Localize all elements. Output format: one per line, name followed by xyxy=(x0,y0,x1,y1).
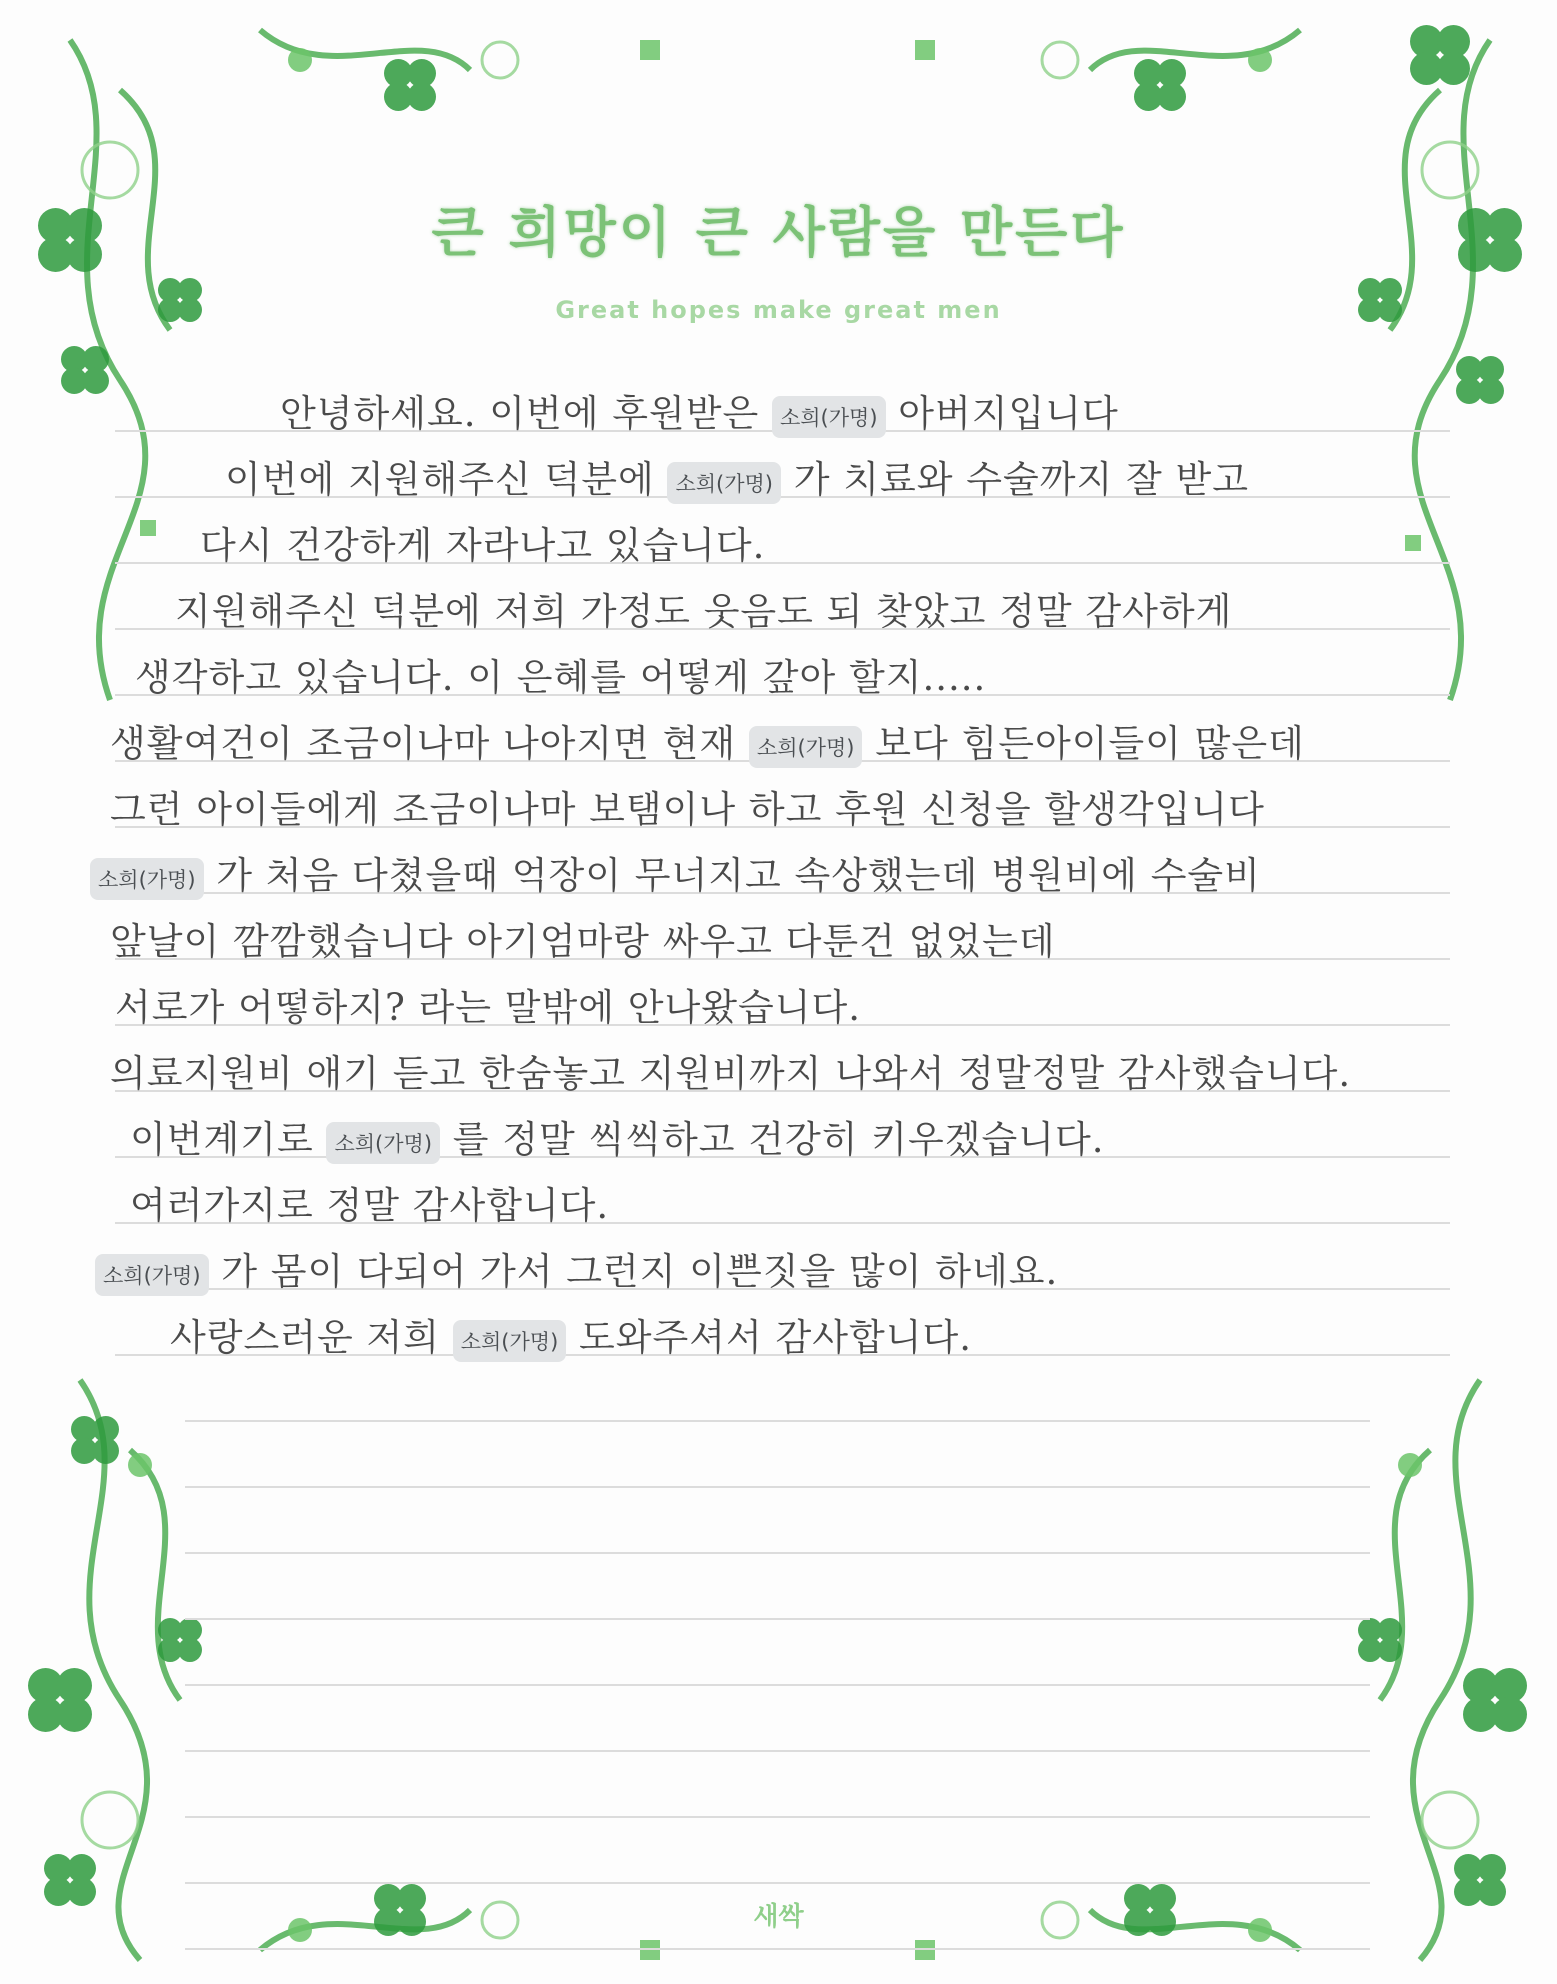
handwritten-text: 가 치료와 수술까지 잘 받고 xyxy=(793,458,1249,501)
letter-line xyxy=(115,977,861,1031)
handwritten-text: 아기엄마랑 싸우고 다툰건 없었는데 xyxy=(466,920,1056,963)
letter-line xyxy=(130,1109,1104,1164)
name-redaction: 소희(가명) xyxy=(90,858,204,900)
handwritten-text: 도와주셔서 감사합니다. xyxy=(579,1316,972,1359)
handwritten-text: 그런 아이들에게 조금이나마 보탬이나 하고 후원 신청을 할생각입니다 xyxy=(110,788,1265,831)
ruled-line xyxy=(185,1420,1370,1422)
handwritten-text: 사랑스러운 저희 xyxy=(170,1316,440,1359)
letter-line xyxy=(200,515,765,569)
letter-title: 큰 희망이 큰 사람을 만든다 xyxy=(431,201,1126,264)
handwritten-text: 보다 힘든아이들이 많은데 xyxy=(875,722,1305,765)
letter-subtitle: Great hopes make great men xyxy=(555,296,1002,324)
handwritten-text: 이번에 후원받은 xyxy=(489,392,760,435)
ruled-line xyxy=(185,1882,1370,1884)
ruled-line xyxy=(185,1948,1370,1950)
handwritten-text: 안녕하세요. xyxy=(280,392,477,435)
letter-line xyxy=(175,581,1232,635)
handwritten-text: 이번에 지원해주신 덕분에 xyxy=(225,458,655,501)
handwritten-text: 이번계기로 xyxy=(130,1118,314,1161)
letter-line xyxy=(225,449,1249,504)
letter-line xyxy=(280,383,1119,438)
ruled-line xyxy=(185,1750,1370,1752)
handwritten-text: 아버지입니다 xyxy=(898,392,1119,435)
letter-line xyxy=(170,1307,972,1362)
letter-line xyxy=(135,647,986,701)
handwritten-text: 의료지원비 애기 듣고 한숨놓고 지원비까지 나와서 정말정말 감사했습니다. xyxy=(110,1052,1352,1095)
name-redaction: 소희(가명) xyxy=(326,1122,440,1164)
ruled-line xyxy=(185,1486,1370,1488)
footer-mark: 새싹 xyxy=(753,1902,804,1932)
letter-line xyxy=(110,911,1056,965)
handwritten-text: 여러가지로 정말 감사합니다. xyxy=(130,1184,610,1227)
handwritten-text: 지원해주신 덕분에 저희 가정도 웃음도 되 찾았고 정말 감사하게 xyxy=(175,590,1233,633)
letter-line xyxy=(95,1241,1058,1296)
handwritten-text: 앞날이 깜깜했습니다 xyxy=(110,920,454,963)
name-redaction: 소희(가명) xyxy=(667,462,781,504)
handwritten-text: 다시 건강하게 자라나고 있습니다. xyxy=(200,524,766,567)
letter-line xyxy=(90,845,1261,900)
letter-line xyxy=(110,779,1265,833)
name-redaction: 소희(가명) xyxy=(453,1320,567,1362)
name-redaction: 소희(가명) xyxy=(749,726,863,768)
name-redaction: 소희(가명) xyxy=(772,396,886,438)
handwritten-text: 생각하고 있습니다. xyxy=(135,656,455,699)
ruled-line xyxy=(185,1618,1370,1620)
ruled-line xyxy=(185,1816,1370,1818)
handwritten-text: 서로가 어떻하지? 라는 말밖에 안나왔습니다. xyxy=(115,986,861,1029)
handwritten-text: 가 처음 다쳤을때 억장이 무너지고 속상했는데 병원비에 수술비 xyxy=(216,854,1261,897)
ruled-line xyxy=(185,1552,1370,1554)
ruled-line xyxy=(185,1684,1370,1686)
handwritten-text: 를 정말 씩씩하고 건강히 키우겠습니다. xyxy=(452,1118,1105,1161)
letter-line xyxy=(110,713,1305,768)
handwritten-text: 생활여건이 조금이나마 나아지면 현재 xyxy=(110,722,737,765)
letter-line xyxy=(130,1175,609,1229)
handwritten-text: 이 은혜를 어떻게 갚아 할지..... xyxy=(467,656,987,699)
name-redaction: 소희(가명) xyxy=(95,1254,209,1296)
handwritten-text: 가 몸이 다되어 가서 그런지 이쁜짓을 많이 하네요. xyxy=(221,1250,1059,1293)
letter-line xyxy=(110,1043,1351,1097)
